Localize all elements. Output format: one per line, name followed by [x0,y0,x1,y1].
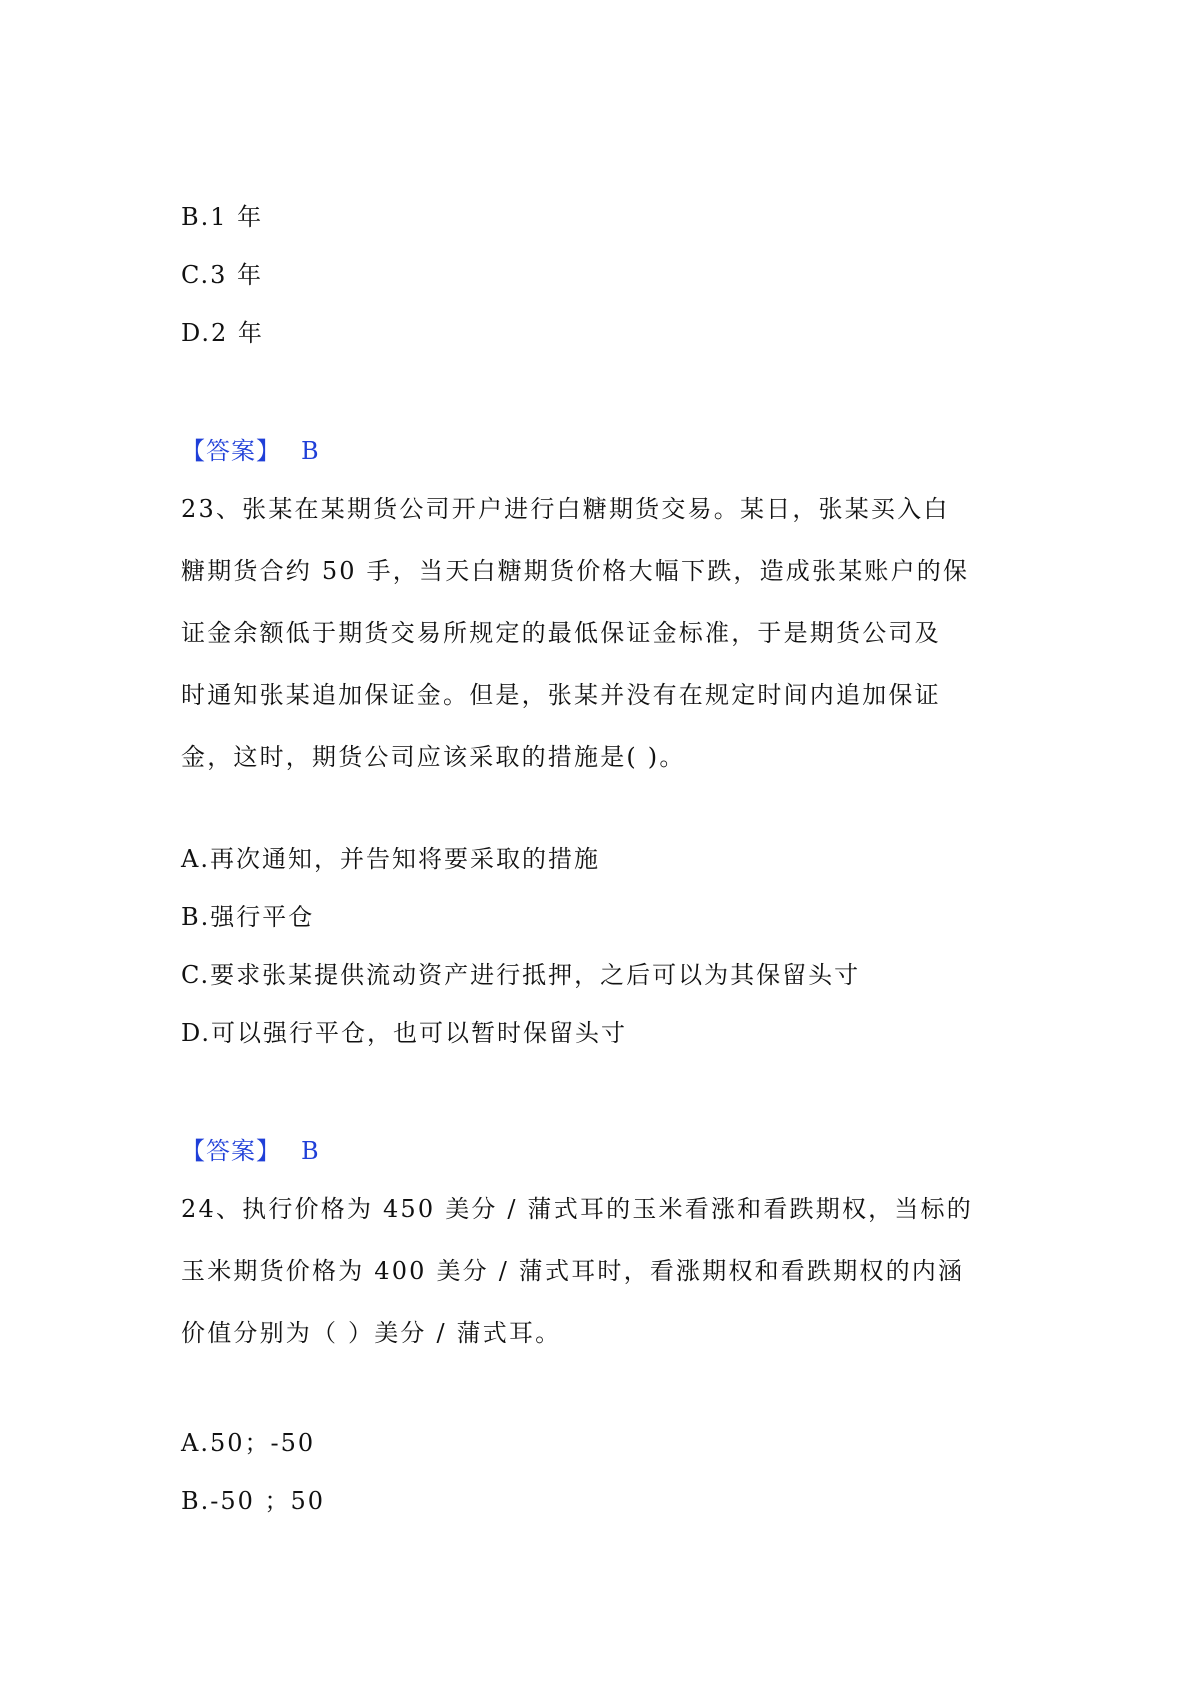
q23-stem-line: 金，这时，期货公司应该采取的措施是( )。 [181,743,686,771]
answer-value: B [301,1137,320,1165]
q24-stem [181,1194,1021,1380]
q23-stem-line: 时通知张某追加保证金。但是，张某并没有在规定时间内追加保证 [181,681,941,709]
q24-stem-line: 玉米期货价格为 400 美分 / 蒲式耳时，看涨期权和看跌期权的内涵 [181,1257,965,1285]
q23-stem-line: 证金余额低于期货交易所规定的最低保证金标准，于是期货公司及 [181,619,941,647]
q22-option-b: B.1 年 [181,203,264,231]
answer-tag: 【答案】 [181,1137,281,1165]
q23-answer [181,1136,320,1166]
q24-option-a: A.50；-50 [181,1429,316,1457]
q23-stem-line: 23、张某在某期货公司开户进行白糖期货交易。某日，张某买入白 [181,495,950,523]
answer-value: B [301,437,320,465]
q22-option-d: D.2 年 [181,319,264,347]
q23-option-b: B.强行平仓 [181,903,315,931]
q23-option-a: A.再次通知，并告知将要采取的措施 [181,845,600,873]
q23-option-d: D.可以强行平仓，也可以暂时保留头寸 [181,1019,628,1047]
q24-option-b: B.-50 ；50 [181,1487,326,1515]
answer-tag: 【答案】 [181,437,281,465]
q23-option-c: C.要求张某提供流动资产进行抵押，之后可以为其保留头寸 [181,961,861,989]
q22-answer [181,436,320,466]
q24-stem-line: 价值分别为（ ）美分 / 蒲式耳。 [181,1319,562,1347]
q22-option-c: C.3 年 [181,261,264,289]
q23-stem [181,494,1021,804]
q23-stem-line: 糖期货合约 50 手，当天白糖期货价格大幅下跌，造成张某账户的保 [181,557,970,585]
q24-stem-line: 24、执行价格为 450 美分 / 蒲式耳的玉米看涨和看跌期权，当标的 [181,1195,973,1223]
